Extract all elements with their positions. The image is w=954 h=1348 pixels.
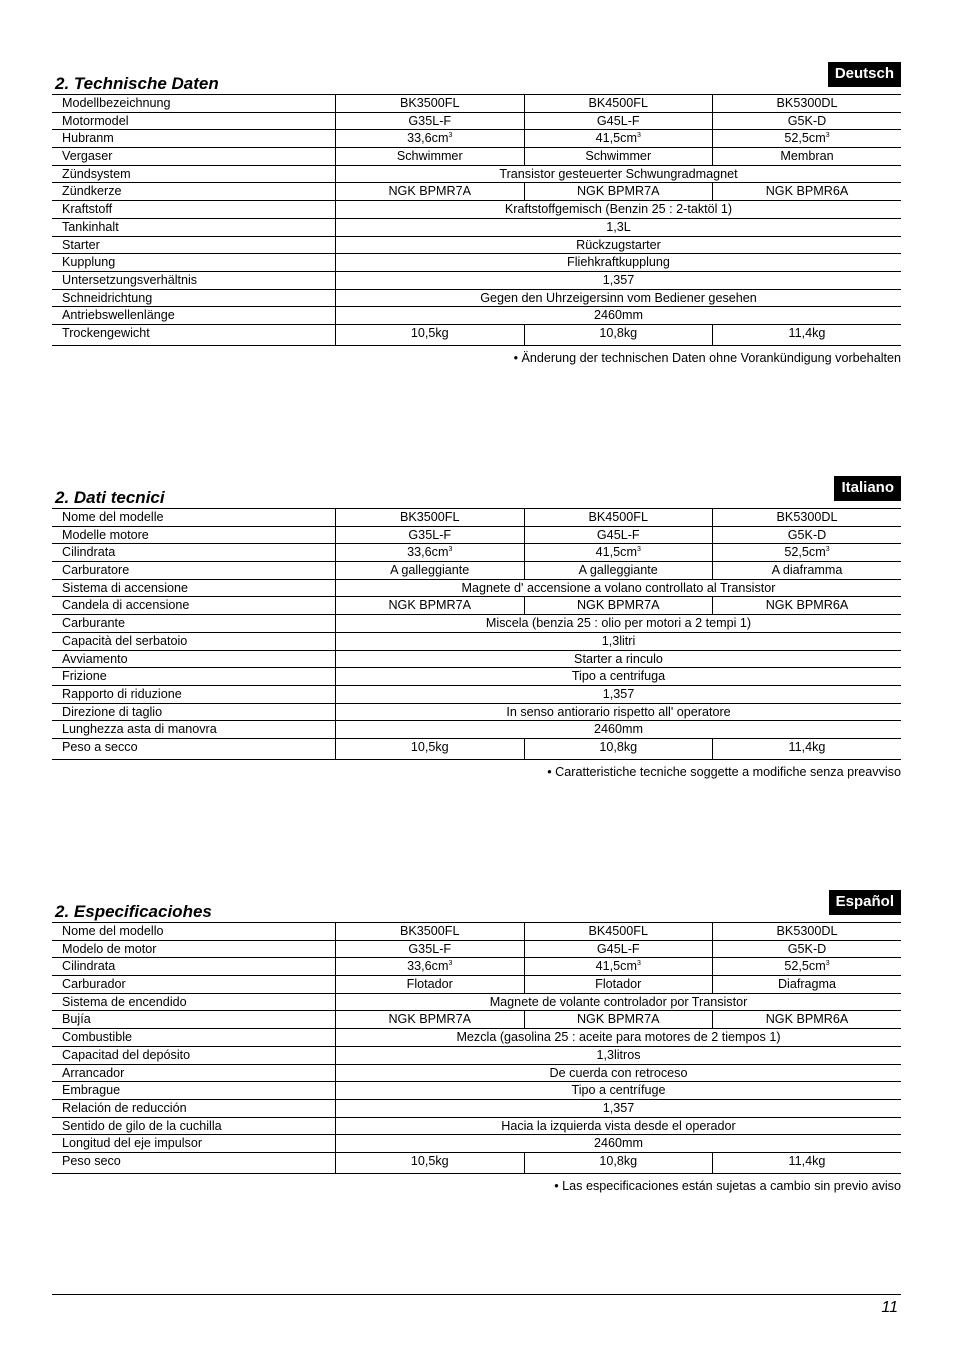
spec-value: $52,5cm^3$ <box>713 958 902 976</box>
spec-value: 11,4kg <box>713 738 902 759</box>
spec-value: G5K-D <box>713 526 902 544</box>
spec-section-deutsch <box>52 62 901 365</box>
spec-note: • Änderung der technischen Daten ohne Vorankündigung vorbehalten <box>513 350 901 365</box>
spec-value: G5K-D <box>713 112 902 130</box>
spec-label: Longitud del eje impulsor <box>52 1135 336 1153</box>
table-row <box>52 1117 901 1135</box>
spec-label: Antriebswellenlänge <box>52 307 336 325</box>
spec-label: Candela di accensione <box>52 597 336 615</box>
spec-value: G35L-F <box>336 112 525 130</box>
spec-label: Rapporto di riduzione <box>52 685 336 703</box>
table-row <box>52 993 901 1011</box>
spec-value: $33,6cm^3$ <box>336 544 525 562</box>
spec-value: 1,357 <box>336 1099 902 1117</box>
table-row <box>52 1082 901 1100</box>
spec-value: NGK BPMR7A <box>524 183 713 201</box>
spec-value: Starter a rinculo <box>336 650 902 668</box>
spec-value: G45L-F <box>524 526 713 544</box>
spec-value: In senso antiorario rispetto all' operatore <box>336 703 902 721</box>
table-row <box>52 685 901 703</box>
spec-value: BK4500FL <box>524 923 713 941</box>
table-row <box>52 1029 901 1047</box>
spec-value: $33,6cm^3$ <box>336 958 525 976</box>
spec-value: Rückzugstarter <box>336 236 902 254</box>
table-row <box>52 218 901 236</box>
spec-value: 10,8kg <box>524 1152 713 1173</box>
spec-table <box>52 94 901 346</box>
section-header <box>52 476 901 508</box>
spec-label: Direzione di taglio <box>52 703 336 721</box>
table-row <box>52 201 901 219</box>
spec-label: Carburante <box>52 615 336 633</box>
table-row <box>52 597 901 615</box>
table-row <box>52 668 901 686</box>
spec-value: Flotador <box>336 976 525 994</box>
table-row <box>52 307 901 325</box>
language-badge: Italiano <box>834 476 901 501</box>
spec-value: G35L-F <box>336 526 525 544</box>
spec-value: Flotador <box>524 976 713 994</box>
table-row <box>52 112 901 130</box>
spec-value: G35L-F <box>336 940 525 958</box>
spec-value: Schwimmer <box>524 148 713 166</box>
table-row <box>52 1046 901 1064</box>
table-row <box>52 236 901 254</box>
table-row <box>52 148 901 166</box>
spec-label: Sistema de encendido <box>52 993 336 1011</box>
table-row <box>52 615 901 633</box>
table-row <box>52 1152 901 1173</box>
spec-label: Hubranm <box>52 130 336 148</box>
spec-value: Membran <box>713 148 902 166</box>
spec-value: 1,3litros <box>336 1046 902 1064</box>
spec-value: 1,3L <box>336 218 902 236</box>
spec-value: BK5300DL <box>713 509 902 527</box>
spec-value: Gegen den Uhrzeigersinn vom Bediener gesehen <box>336 289 902 307</box>
spec-value: NGK BPMR6A <box>713 1011 902 1029</box>
spec-value: G45L-F <box>524 112 713 130</box>
section-title: 2. Especificaciohes <box>55 902 212 921</box>
spec-value: 1,357 <box>336 685 902 703</box>
spec-value: Magnete de volante controlador por Transistor <box>336 993 902 1011</box>
spec-label: Capacità del serbatoio <box>52 632 336 650</box>
spec-value: NGK BPMR6A <box>713 183 902 201</box>
spec-value: $41,5cm^3$ <box>524 130 713 148</box>
spec-label: Trockengewicht <box>52 324 336 345</box>
spec-value: A diaframma <box>713 562 902 580</box>
spec-table <box>52 508 901 760</box>
spec-value: $41,5cm^3$ <box>524 544 713 562</box>
spec-value: Magnete d' accensione a volano controllato al Transistor <box>336 579 902 597</box>
section-title: 2. Technische Daten <box>55 74 219 93</box>
page-number: 11 <box>881 1299 898 1316</box>
spec-value: 2460mm <box>336 1135 902 1153</box>
table-row <box>52 562 901 580</box>
spec-label: Modelle motore <box>52 526 336 544</box>
language-badge: Español <box>829 890 901 915</box>
spec-value: Kraftstoffgemisch (Benzin 25 : 2-taktöl 1) <box>336 201 902 219</box>
spec-label: Vergaser <box>52 148 336 166</box>
spec-label: Starter <box>52 236 336 254</box>
spec-value: $41,5cm^3$ <box>524 958 713 976</box>
spec-label: Cilindrata <box>52 544 336 562</box>
spec-value: $52,5cm^3$ <box>713 544 902 562</box>
spec-value: Schwimmer <box>336 148 525 166</box>
spec-label: Modelo de motor <box>52 940 336 958</box>
spec-value: $33,6cm^3$ <box>336 130 525 148</box>
spec-label: Schneidrichtung <box>52 289 336 307</box>
table-row <box>52 1099 901 1117</box>
section-header <box>52 62 901 94</box>
spec-section-espanol <box>52 890 901 1193</box>
table-row <box>52 95 901 113</box>
spec-label: Arrancador <box>52 1064 336 1082</box>
spec-label: Nome del modello <box>62 924 164 938</box>
spec-value: Fliehkraftkupplung <box>336 254 902 272</box>
table-row <box>52 1064 901 1082</box>
spec-label: Cilindrata <box>52 958 336 976</box>
spec-value: A galleggiante <box>524 562 713 580</box>
spec-value: NGK BPMR7A <box>524 1011 713 1029</box>
spec-value: Mezcla (gasolina 25 : aceite para motores de 2 tiempos 1) <box>336 1029 902 1047</box>
spec-label: Avviamento <box>52 650 336 668</box>
table-row <box>52 254 901 272</box>
table-row <box>52 923 901 941</box>
spec-label: Motormodel <box>52 112 336 130</box>
spec-value: Hacia la izquierda vista desde el operador <box>336 1117 902 1135</box>
table-row <box>52 703 901 721</box>
table-row <box>52 650 901 668</box>
section-header <box>52 890 901 922</box>
table-row <box>52 940 901 958</box>
spec-value: Miscela (benzia 25 : olio per motori a 2 tempi 1) <box>336 615 902 633</box>
footer-divider <box>52 1294 901 1295</box>
table-row <box>52 544 901 562</box>
spec-value: 10,5kg <box>336 324 525 345</box>
table-row <box>52 976 901 994</box>
table-row <box>52 130 901 148</box>
spec-value: BK3500FL <box>336 923 525 941</box>
spec-label: Kupplung <box>52 254 336 272</box>
table-row <box>52 271 901 289</box>
spec-label: Tankinhalt <box>52 218 336 236</box>
spec-value: 1,357 <box>336 271 902 289</box>
spec-label: Peso a secco <box>52 738 336 759</box>
spec-value: NGK BPMR6A <box>713 597 902 615</box>
spec-value: 2460mm <box>336 721 902 739</box>
table-row <box>52 289 901 307</box>
spec-value: A galleggiante <box>336 562 525 580</box>
spec-label: Zündsystem <box>52 165 336 183</box>
table-row <box>52 1135 901 1153</box>
spec-value: BK4500FL <box>524 95 713 113</box>
spec-value: G5K-D <box>713 940 902 958</box>
spec-label: Capacitad del depósito <box>52 1046 336 1064</box>
spec-label: Relación de reducción <box>52 1099 336 1117</box>
spec-value: 10,5kg <box>336 1152 525 1173</box>
spec-note: • Las especificaciones están sujetas a cambio sin previo aviso <box>554 1178 901 1193</box>
spec-value: 10,8kg <box>524 738 713 759</box>
spec-value: Tipo a centrifuga <box>336 668 902 686</box>
spec-label: Bujía <box>52 1011 336 1029</box>
table-row <box>52 509 901 527</box>
spec-note: • Caratteristiche tecniche soggette a modifiche senza preavviso <box>547 764 901 779</box>
spec-value: BK3500FL <box>336 509 525 527</box>
spec-table <box>52 922 901 1174</box>
spec-value: 1,3litri <box>336 632 902 650</box>
table-row <box>52 324 901 345</box>
spec-value: BK5300DL <box>713 95 902 113</box>
spec-value: $52,5cm^3$ <box>713 130 902 148</box>
table-row <box>52 165 901 183</box>
spec-value: NGK BPMR7A <box>524 597 713 615</box>
language-badge: Deutsch <box>828 62 901 87</box>
spec-value: 2460mm <box>336 307 902 325</box>
table-row <box>52 958 901 976</box>
table-row <box>52 721 901 739</box>
spec-label: Zündkerze <box>52 183 336 201</box>
spec-value: NGK BPMR7A <box>336 1011 525 1029</box>
spec-value: 11,4kg <box>713 324 902 345</box>
spec-label: Kraftstoff <box>52 201 336 219</box>
spec-label: Lunghezza asta di manovra <box>52 721 336 739</box>
spec-value: G45L-F <box>524 940 713 958</box>
spec-value: Diafragma <box>713 976 902 994</box>
spec-label: Carburatore <box>52 562 336 580</box>
spec-label: Combustible <box>52 1029 336 1047</box>
spec-value: 10,5kg <box>336 738 525 759</box>
spec-label: Nome del modelle <box>62 510 164 524</box>
table-row <box>52 738 901 759</box>
table-row <box>52 579 901 597</box>
spec-value: BK4500FL <box>524 509 713 527</box>
spec-label: Sistema di accensione <box>52 579 336 597</box>
spec-value: Tipo a centrífuge <box>336 1082 902 1100</box>
table-row <box>52 1011 901 1029</box>
spec-label: Embrague <box>52 1082 336 1100</box>
spec-label: Carburador <box>52 976 336 994</box>
spec-value: NGK BPMR7A <box>336 183 525 201</box>
spec-value: 10,8kg <box>524 324 713 345</box>
spec-value: 11,4kg <box>713 1152 902 1173</box>
spec-label: Peso seco <box>52 1152 336 1173</box>
spec-label: Modellbezeichnung <box>62 96 171 110</box>
spec-value: De cuerda con retroceso <box>336 1064 902 1082</box>
spec-label: Untersetzungsverhältnis <box>52 271 336 289</box>
table-row <box>52 526 901 544</box>
table-row <box>52 632 901 650</box>
spec-label: Frizione <box>52 668 336 686</box>
spec-label: Sentido de gilo de la cuchilla <box>52 1117 336 1135</box>
spec-section-italiano <box>52 476 901 779</box>
spec-value: BK5300DL <box>713 923 902 941</box>
table-row <box>52 183 901 201</box>
spec-value: NGK BPMR7A <box>336 597 525 615</box>
spec-value: BK3500FL <box>336 95 525 113</box>
spec-value: Transistor gesteuerter Schwungradmagnet <box>336 165 902 183</box>
section-title: 2. Dati tecnici <box>55 488 165 507</box>
